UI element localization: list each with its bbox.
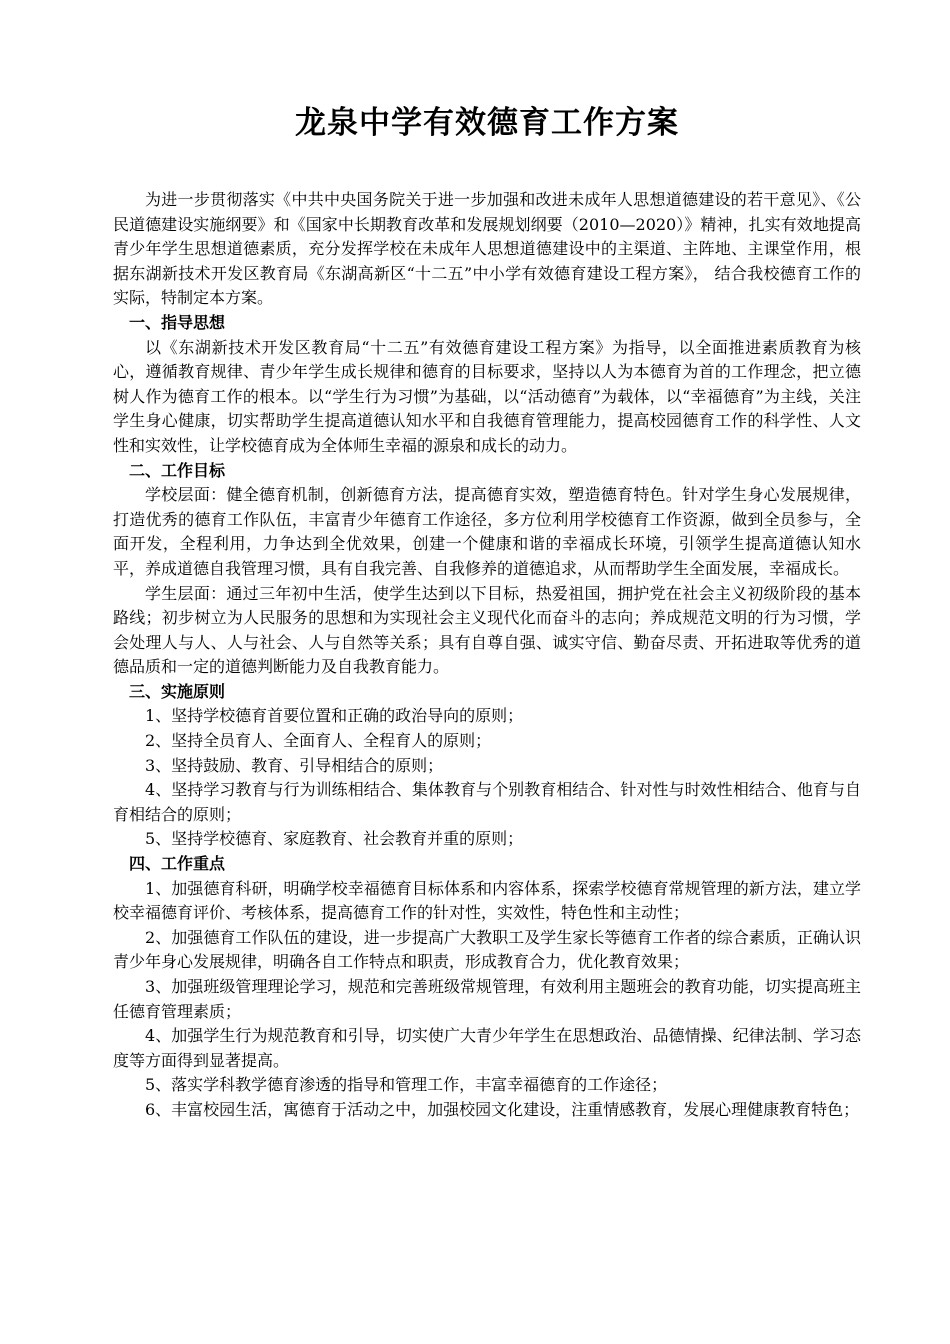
list-item: 2、坚持全员育人、全面育人、全程育人的原则； (145, 731, 492, 751)
paragraph: 学校层面：健全德育机制，创新德育方法，提高德育实效，塑造德育特色。针对学生身心发展规律，打造优秀的德育工作队伍，丰富青少年德育工作途径，多方位利用学校德育工作资源，做到全员参与，全面开发，全程利用，力争达到全优效果，创建一个健康和谐的幸福成长环境，引领学生提高道德认知水平，养成道德自我管理习惯，具有自我完善、自我修养的道德追求，从而帮助学生全面发展，幸福成长。 (113, 485, 861, 578)
document-title: 龙泉中学有效德育工作方案 (295, 105, 679, 141)
section-heading: 一、指导思想 (129, 312, 226, 332)
paragraph: 以《东湖新技术开发区教育局“十二五”有效德育建设工程方案》为指导，以全面推进素质教育为核心，遵循教育规律、青少年学生成长规律和德育的目标要求，坚持以人为本德育为首的工作理念，把立德树人作为德育工作的根本。以“学生行为习惯”为基础，以“活动德育”为载体，以“幸福德育”为主线，关注学生身心健康，切实帮助学生提高道德认知水平和自我德育管理能力，提高校园德育工作的科学性、人文性和实效性，让学校德育成为全体师生幸福的源泉和成长的动力。 (113, 337, 861, 455)
paragraph: 学生层面：通过三年初中生活，使学生达到以下目标，热爱祖国，拥护党在社会主义初级阶段的基本路线；初步树立为人民服务的思想和为实现社会主义现代化而奋斗的志向；养成规范文明的行为习惯，学会处理人与人、人与社会、人与自然等关系；具有自尊自强、诚实守信、勤奋尽责、开拓进取等优秀的道德品质和一定的道德判断能力及自我教育能力。 (113, 583, 861, 677)
list-item: 5、坚持学校德育、家庭教育、社会教育并重的原则； (145, 829, 524, 849)
list-item: 3、坚持鼓励、教育、引导相结合的原则； (145, 755, 444, 775)
section-heading: 四、工作重点 (129, 854, 226, 874)
list-item: 2、加强德育工作队伍的建设，进一步提高广大教职工及学生家长等德育工作者的综合素质，正确认识青少年身心发展规律，明确各自工作特点和职责，形成教育合力，优化教育效果； (113, 927, 861, 972)
section-work-goals (113, 459, 861, 680)
section-key-work (113, 852, 861, 1123)
list-item: 1、坚持学校德育首要位置和正确的政治导向的原则； (145, 706, 524, 726)
list-item: 4、坚持学习教育与行为训练相结合、集体教育与个别教育相结合、针对性与时效性相结合、他育与自育相结合的原则； (113, 780, 861, 824)
list-item: 4、加强学生行为规范教育和引导，切实使广大青少年学生在思想政治、品德情操、纪律法制、学习态度等方面得到显著提高。 (113, 1026, 861, 1070)
section-principles (113, 680, 861, 852)
section-heading: 二、工作目标 (129, 460, 226, 480)
list-item: 3、加强班级管理理论学习，规范和完善班级常规管理，有效利用主题班会的教育功能，切实提高班主任德育管理素质； (113, 977, 861, 1021)
document-page (113, 98, 861, 1123)
list-item: 5、落实学科教学德育渗透的指导和管理工作，丰富幸福德育的工作途径； (145, 1075, 668, 1095)
list-item: 1、加强德育科研，明确学校幸福德育目标体系和内容体系，探索学校德育常规管理的新方法，建立学校幸福德育评价、考核体系，提高德育工作的针对性，实效性，特色性和主动性； (113, 878, 861, 923)
intro-paragraph: 为进一步贯彻落实《中共中央国务院关于进一步加强和改进未成年人思想道德建设的若干意见》、《公民道德建设实施纲要》和《国家中长期教育改革和发展规划纲要（2010—2020）》精神，扎实有效地提高青少年学生思想道德素质，充分发挥学校在未成年人思想道德建设中的主渠道、主阵地、主课堂作用，根据东湖新技术开发区教育局《东湖高新区“十二五”中小学有效德育建设工程方案》， 结合我校德育工作的实际，特制定本方案。 (113, 190, 861, 308)
list-item: 6、丰富校园生活，寓德育于活动之中，加强校园文化建设，注重情感教育，发展心理健康教育特色； (145, 1099, 860, 1119)
section-guiding-ideology (113, 311, 861, 459)
section-heading: 三、实施原则 (129, 681, 226, 701)
